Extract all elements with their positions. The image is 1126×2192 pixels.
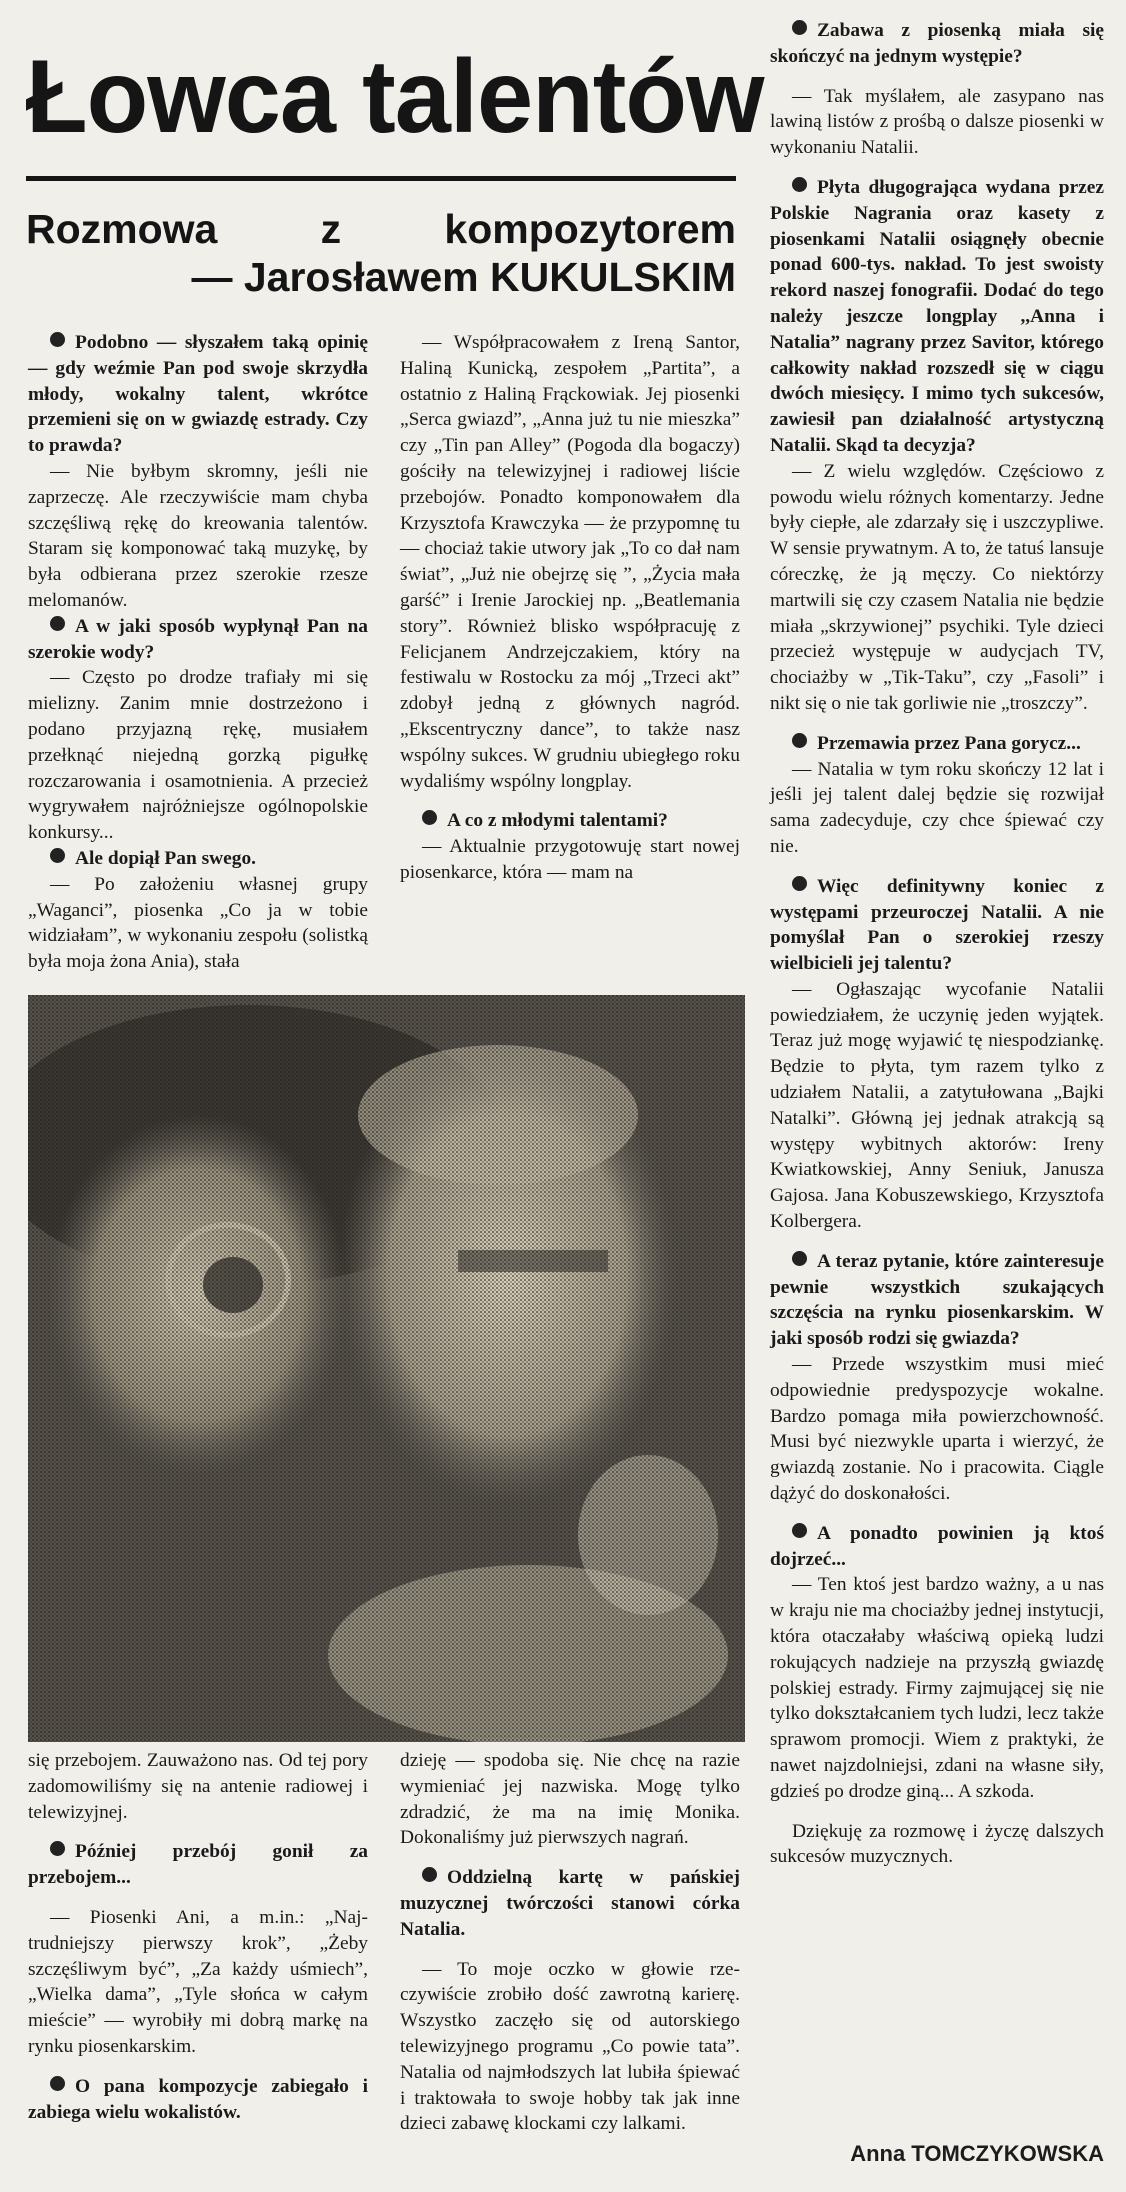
interview-answer: [770, 757, 1104, 860]
subtitle-line-1: [26, 205, 736, 253]
halftone-photo-icon: [28, 995, 745, 1742]
continued-text: [28, 1748, 368, 1825]
paragraph-text: Zabawa z piosenką miała się skończyć na jednym występie?: [770, 20, 1104, 67]
subtitle-word: Rozmowa: [26, 206, 218, 252]
paragraph-text: — Współpracowałem z Ireną Santor, Haliną Kunicką, zespołem „Partita”, a ostatnio z Haliną Frąckowiak. Jej piosenki „Serca gwiazd”, „Anna już tu nie mieszka” czy „Tin pan Alley” (Pogoda dla bogaczy) gościły na telewizyjnej i radiowej liście przebojów. Ponadto komponowałem dla Krzysztofa Krawczyka — że przypomnę tu — chociaż takie utwory jak „To co dał nam świat”, „Już nie obejrzę się ”, „Życia mała garść” i Irenie Jarockiej np. „Beatlemania story”. Również blisko współpracuję z Felicjanem Andrzejczakiem, który na festiwalu w Rostocku za mój „Trzeci akt” zdobył jedną z głównych nagród. „Ekscentryczny dance”, to także nasz wspólny sukces. W grudniu ubiegłego roku wydaliśmy wspólny longplay.: [400, 332, 740, 792]
bullet-icon: [792, 1251, 807, 1266]
paragraph-text: — Przede wszystkim musi mieć odpowiednie predyspozycje wokalne. Bardzo pomaga miła powierzchowność. Musi być niezwykle uparta i wierzyć, że gwiazdą zostanie. No i pracowita. Ciągle dążyć do doskonałości.: [770, 1354, 1104, 1505]
interview-question: [770, 1521, 1104, 1573]
article-title: Łowca talentów: [26, 39, 764, 155]
author-signature: Anna TOMCZYKOWSKA: [850, 2141, 1104, 2166]
paragraph-text: Więc definitywny koniec z występami przeuroczej Natalii. A nie pomyślał Pan o szerokiej rzeszy wielbicieli jej talentu?: [770, 875, 1104, 975]
bullet-icon: [792, 177, 807, 192]
bullet-icon: [50, 848, 65, 863]
paragraph-text: Oddzielną kartę w pańskiej muzycznej twórczości stanowi córka Natalia.: [400, 1867, 740, 1940]
paragraph-text: O pana kompozycje zabiegało i zabiega wielu wokalistów.: [28, 2075, 368, 2123]
column-3: [770, 18, 1104, 1870]
interview-question: [28, 330, 368, 459]
interview-answer: [770, 977, 1104, 1235]
interview-answer: [400, 330, 740, 794]
paragraph-text: A co z młodymi talentami?: [447, 810, 668, 832]
interview-question: [400, 1865, 740, 1942]
paragraph-text: — Po założeniu własnej grupy „Waganci”, piosenka „Co ja w tobie widziałam”, w wykonaniu zespołu (solistką była moja żona Ania), stała: [28, 873, 368, 973]
paragraph-text: dzieję — spodoba się. Nie chcę na razie wymieniać jej nazwiska. Mogę tylko zdradzić, że ma na imię Monika. Dokonaliśmy już pierwszych nagrań.: [400, 1750, 740, 1849]
paragraph-text: — Nie byłbym skromny, jeśli nie zaprzeczę. Ale rzeczywiście mam chyba szczęśliwą rękę do kreowania talentów. Staram się komponować taką muzykę, by była odbierana przez szerokie rzesze melomanów.: [28, 460, 368, 611]
column-1-bottom: [28, 1748, 368, 2125]
interview-question: [28, 2074, 368, 2126]
interview-question: [770, 18, 1104, 70]
interview-answer: [770, 459, 1104, 717]
interview-answer: [770, 1352, 1104, 1507]
bullet-icon: [792, 1523, 807, 1538]
continued-text: [400, 1748, 740, 1851]
paragraph-text: — Często po drodze trafiały mi się mielizny. Zanim mnie dostrzeżono i podano przyjazną rękę, musiałem przełknąć niejedną gorzką pigułkę rozczarowania i osamotnienia. A przecież wygrywałem najróżniejsze ogólnopolskie konkursy...: [28, 667, 368, 844]
interview-answer: [28, 1905, 368, 2060]
paragraph-text: Później przebój gonił za przebojem...: [28, 1841, 368, 1889]
interview-question: [770, 731, 1104, 757]
bullet-icon: [792, 733, 807, 748]
paragraph-text: A w jaki sposób wypłynął Pan na szerokie wody?: [28, 615, 368, 663]
paragraph-text: — Natalia w tym roku skończy 12 lat i jeśli jej talent dalej będzie się rozwijał sama zadecyduje, czy chce śpiewać czy nie.: [770, 758, 1104, 857]
interview-question: [28, 1839, 368, 1891]
column-2-bottom: [400, 1748, 740, 2137]
bullet-icon: [422, 1867, 437, 1882]
interview-answer: [400, 1957, 740, 2138]
interview-question: [770, 874, 1104, 977]
column-1-top: [28, 330, 368, 975]
photo-halftone-overlay: [28, 995, 745, 1742]
paragraph-text: — To moje oczko w głowie rzeczywiście zrobiło dość zawrotną karierę. Wszystko zaczęło się od autorskiego telewizyjnego programu „Co powie tata”. Natalia od najmłodszych lat lubiła śpiewać i traktowała to swoje hobby tak jak inne dzieci zabawę klockami czy lalkami.: [400, 1958, 740, 2135]
subtitle-word: z: [320, 206, 342, 252]
paragraph-text: — Ten ktoś jest bardzo ważny, a u nas w kraju nie ma chociażby jednej instytucji, która otaczałaby właściwą opieką ludzi rokujących nadzieje na przyszłą gwiazdę polskiej estrady. Firmy zajmującej się nie tylko dokształcaniem tych ludzi, lecz także sprawom promocji. Wiem z praktyki, że nawet najzdolniejsi, zdani na własne siły, gdzieś po drodze giną... A szkoda.: [770, 1574, 1104, 1802]
interview-answer: [770, 84, 1104, 161]
interview-answer: [400, 834, 740, 886]
interview-question: [400, 808, 740, 834]
bullet-icon: [50, 1841, 65, 1856]
paragraph-text: — Z wielu względów. Częściowo z powodu wielu różnych komentarzy. Jedne były ciepłe, ale zdarzały się i uszczypliwe. W sensie prywatnym. A to, że tatuś lansuje córeczkę, że ją męczy. Co niektórzy martwili się czy czasem Natalia nie będzie miała „skrzywionej” psychiki. Tyle dzieci przecież występuje w audycjach TV, chociażby w „Tik-Taku”, czy „Fasoli” i nikt się o nie tak gorliwie nie „troszczy”.: [770, 460, 1104, 714]
interview-question: [28, 846, 368, 872]
paragraph-text: Podobno — słyszałem taką opinię — gdy weźmie Pan pod swoje skrzydła młody, wokalny talent, wkrótce przemieni się on w gwiazdę estrady. Czy to prawda?: [28, 332, 368, 457]
paragraph-text: A teraz pytanie, które zainteresuje pewnie wszystkich szukających szczęścia na rynku piosenkarskim. W jaki sposób rodzi się gwiazda?: [770, 1250, 1104, 1350]
paragraph-text: Dziękuję za rozmowę i życzę dalszych sukcesów muzycznych.: [770, 1820, 1104, 1868]
bullet-icon: [792, 20, 807, 35]
bullet-icon: [50, 616, 65, 631]
title-divider: [26, 176, 736, 181]
bullet-icon: [422, 810, 437, 825]
bullet-icon: [50, 2076, 65, 2091]
article-subtitle: [26, 205, 736, 301]
bullet-icon: [50, 332, 65, 347]
interview-question: [770, 1249, 1104, 1352]
paragraph-text: Przemawia przez Pana gorycz...: [817, 732, 1081, 754]
interview-question: [770, 175, 1104, 459]
column-2-top: [400, 330, 740, 886]
interview-answer: [770, 1819, 1104, 1871]
photo-graphic: [28, 995, 745, 1742]
interview-answer: [28, 665, 368, 846]
paragraph-text: — Ogłaszając wycofanie Natalii powiedziałem, że uczynię jeden wyjątek. Teraz już mogę wyjawić tę niespodziankę. Będzie to płyta, tym razem tylko z udziałem Natalii, a zatytułowana „Bajki Natalki”. Główną jej jednak atrakcją są występy wybitnych aktorów: Ireny Kwiatkowskiej, Anny Seniuk, Janusza Gajosa. Jana Kobuszewskiego, Krzysztofa Kolbergera.: [770, 978, 1104, 1233]
bullet-icon: [792, 876, 807, 891]
interview-answer: [770, 1572, 1104, 1804]
interview-answer: [28, 459, 368, 614]
paragraph-text: się przebojem. Zauważono nas. Od tej pory zadomowiliśmy się na antenie radiowej i telewizyjnej.: [28, 1750, 368, 1823]
paragraph-text: A ponadto powinien ją ktoś dojrzeć...: [770, 1522, 1104, 1570]
subtitle-word: kompozytorem: [444, 206, 736, 252]
paragraph-text: — Tak myślałem, ale zasypano nas lawiną listów z prośbą o dalsze piosenki w wykonaniu Natalii.: [770, 85, 1104, 159]
interview-answer: [28, 872, 368, 975]
interview-question: [28, 614, 368, 666]
paragraph-text: — Piosenki Ani, a m.in.: „Najtrudniejszy pierwszy krok”, „Żeby szczęśliwym być”, „Za każdy uśmiech”, „Wielka dama”, „Tyle słońca w całym mieście” — wyrobiły mi dobrą markę na rynku piosenkarskim.: [28, 1906, 368, 2057]
paragraph-text: — Aktualnie przygotowuję start nowej piosenkarce, która — mam na: [400, 836, 740, 883]
paragraph-text: Płyta długogrająca wydana przez Polskie Nagrania oraz kasety z piosenkami Natalii osiągnęły obecnie ponad 600-tys. nakład. To jest swoisty rekord naszej fonografii. Dodać do tego należy jeszcze longplay ,,Anna i Natalia” nagrany przez Savitor, którego całkowity nakład rozszedł się w ciągu dwóch miesięcy. I mimo tych sukcesów, zawiesił pan działalność artystyczną Natalii. Skąd ta decyzja?: [770, 176, 1104, 456]
subtitle-line-2: — Jarosławem KUKULSKIM: [191, 254, 736, 300]
paragraph-text: Ale dopiął Pan swego.: [75, 847, 256, 869]
